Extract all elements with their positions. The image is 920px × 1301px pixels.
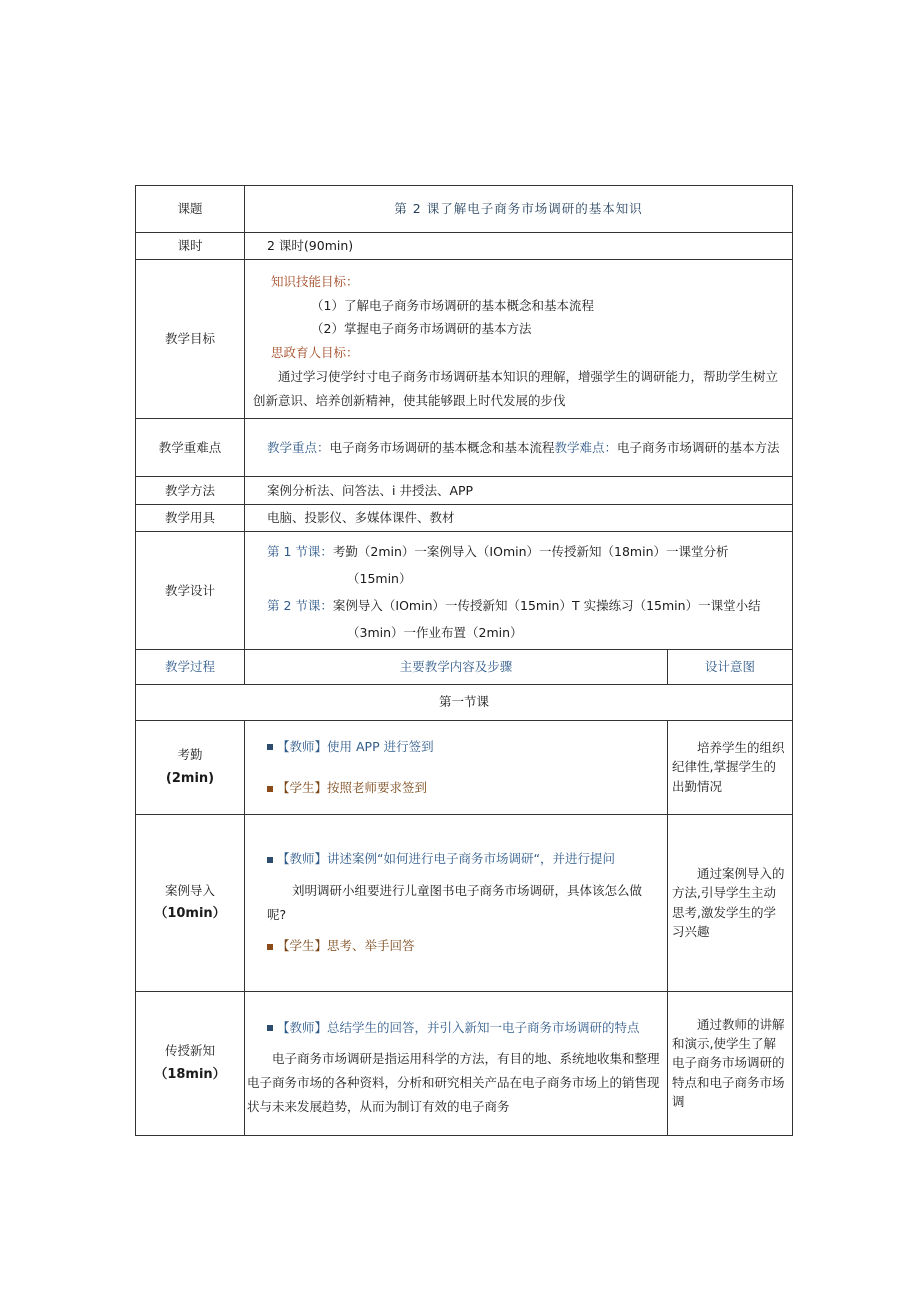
lesson1-text: 考勤（2min）一案例导入（IOmin）一传授新知（18min）一课堂分析 <box>332 544 729 559</box>
lesson2-text: 案例导入（IOmin）一传授新知（15min）T 实操练习（15min）一课堂小结 <box>332 598 761 614</box>
step-row <box>136 991 793 1135</box>
ideology-text: 通过学习使学纣寸电子商务市场调研基本知识的理解，增强学生的调研能力，帮助学生树立创新意识、培养创新精神，使其能够跟上时代发展的步伐 <box>253 368 779 408</box>
hours-value: 2 课时(90min) <box>245 233 793 260</box>
step-row <box>136 814 793 991</box>
hours-label: 课时 <box>136 233 245 260</box>
intent-first: 通过教师的讲解 <box>697 1016 785 1032</box>
ideology-heading: 思政育人目标： <box>271 345 359 360</box>
section1-title: 第一节课 <box>136 684 793 720</box>
step-time: （18min） <box>154 1066 226 1082</box>
row-section1 <box>136 684 793 720</box>
lesson-plan-table <box>135 185 793 1136</box>
lesson1-label: 第 1 节课： <box>267 544 333 559</box>
process-col1: 教学过程 <box>136 649 245 684</box>
methods-label: 教学方法 <box>136 477 245 505</box>
lesson-title: 第 2 课了解电子商务市场调研的基本知识 <box>245 186 793 233</box>
step-name: 考勤 <box>177 747 203 763</box>
intent-first: 通过案例导入的 <box>697 865 785 881</box>
intent-rest: 方法,引导学生主动思考,激发学生的学习兴趣 <box>672 885 776 939</box>
row-design <box>136 532 793 650</box>
lesson2-cont: （3min）一作业布置（2min） <box>347 625 523 641</box>
key-points-label: 教学重难点 <box>136 419 245 477</box>
intent-first: 培养学生的组织 <box>697 739 785 755</box>
student-line <box>267 778 657 797</box>
row-methods <box>136 477 793 505</box>
difficulty-label: 教学难点： <box>554 439 618 455</box>
methods-value: 案例分析法、问答法、i 井授法、APP <box>245 477 793 505</box>
student-text: 【学生】按照老师要求签到 <box>277 780 428 795</box>
square-bullet-icon <box>267 944 273 950</box>
design-content <box>245 532 793 650</box>
row-hours <box>136 233 793 260</box>
skill-item: （2）掌握电子商务市场调研的基本方法 <box>311 321 532 337</box>
lesson2-label: 第 2 节课： <box>267 598 333 614</box>
row-process-header <box>136 649 793 684</box>
square-bullet-icon <box>267 857 273 863</box>
design-label: 教学设计 <box>136 532 245 650</box>
step-intent <box>668 814 793 991</box>
skill-heading: 知识技能目标： <box>271 273 359 289</box>
step-intent <box>668 720 793 814</box>
teacher-text: 【教师】使用 APP 进行签到 <box>277 738 434 754</box>
teacher-line <box>247 1018 663 1037</box>
process-col2: 主要教学内容及步骤 <box>245 649 668 684</box>
step-name-cell <box>136 720 245 814</box>
topic-label: 课题 <box>136 186 245 233</box>
step-name-cell <box>136 991 245 1135</box>
teacher-line <box>267 737 657 756</box>
step-body: 刘明调研小组要进行儿童图书电子商务市场调研，具体该怎么做呢? <box>267 882 643 922</box>
row-key-points <box>136 419 793 477</box>
tools-label: 教学用具 <box>136 505 245 532</box>
intent-rest: 纪律性,掌握学生的出勤情况 <box>672 759 776 794</box>
teacher-line <box>267 849 657 868</box>
skill-item: （1）了解电子商务市场调研的基本概念和基本流程 <box>311 297 594 313</box>
teacher-text: 【教师】讲述案例“如何进行电子商务市场调研“，并进行提问 <box>277 851 615 867</box>
step-intent <box>668 991 793 1135</box>
step-content <box>245 720 668 814</box>
step-content <box>245 991 668 1135</box>
square-bullet-icon <box>267 744 273 750</box>
student-line <box>267 936 657 955</box>
square-bullet-icon <box>267 1025 273 1031</box>
student-text: 【学生】思考、举手回答 <box>277 938 415 954</box>
key-text: 电子商务市场调研的基本概念和基本流程 <box>329 439 555 455</box>
teacher-text: 【教师】总结学生的回答，并引入新知一电子商务市场调研的特点 <box>277 1019 640 1035</box>
lesson1-cont: （15min） <box>347 571 412 587</box>
row-tools <box>136 505 793 532</box>
process-col3: 设计意图 <box>668 649 793 684</box>
row-objectives <box>136 260 793 419</box>
tools-value: 电脑、投影仪、多媒体课件、教材 <box>245 505 793 532</box>
step-name: 案例导入 <box>164 882 215 898</box>
step-time: (2min) <box>165 770 215 786</box>
step-time: （10min） <box>154 906 226 922</box>
step-name-cell <box>136 814 245 991</box>
intent-rest: 和演示,使学生了解电子商务市场调研的特点和电子商务市场调 <box>672 1035 785 1110</box>
step-content <box>245 814 668 991</box>
objectives-content <box>245 260 793 419</box>
step-name: 传授新知 <box>164 1043 215 1059</box>
key-label: 教学重点： <box>267 439 330 455</box>
square-bullet-icon <box>267 786 273 792</box>
objectives-label: 教学目标 <box>136 260 245 419</box>
row-topic <box>136 186 793 233</box>
step-body: 电子商务市场调研是指运用科学的方法，有目的地、系统地收集和整理电子商务市场的各种资料，分析和研究相关产品在电子商务市场上的销售现状与未来发展趋势，从而为制订有效的电子商务 <box>247 1051 660 1114</box>
difficulty-text: 电子商务市场调研的基本方法 <box>617 439 780 455</box>
step-row <box>136 720 793 814</box>
key-points-content <box>245 419 793 477</box>
